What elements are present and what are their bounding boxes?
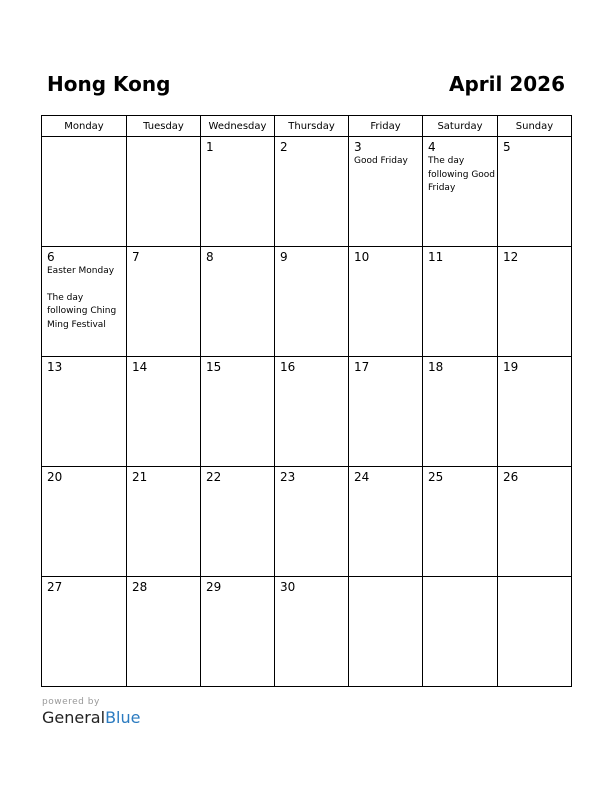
day-number: 9 [280,250,288,264]
day-number: 11 [428,250,444,264]
weekday-header: Monday [42,116,127,137]
empty-day-cell [42,137,127,247]
holiday-label: The day following Good Friday [428,156,496,193]
country-title: Hong Kong [47,72,171,96]
week-row [42,577,572,687]
day-cell [275,467,349,577]
day-number: 30 [280,580,296,594]
day-cell [201,467,275,577]
day-cell [498,247,572,357]
day-cell [127,247,201,357]
day-cell [201,577,275,687]
weekday-header: Sunday [498,116,572,137]
day-cell [498,467,572,577]
holiday-list [354,155,422,169]
day-number: 16 [280,360,296,374]
day-cell [127,357,201,467]
powered-by-text: powered by [42,697,100,707]
holiday-label: Good Friday [354,156,408,166]
day-number: 12 [503,250,519,264]
day-cell [349,247,423,357]
day-number: 8 [206,250,214,264]
day-cell [275,137,349,247]
day-cell [201,137,275,247]
holiday-label: The day following Ching Ming Festival [47,292,117,330]
empty-day-cell [498,577,572,687]
day-cell [423,247,498,357]
footer-branding [42,697,140,729]
day-cell [201,247,275,357]
day-cell [349,467,423,577]
day-cell [42,247,127,357]
day-cell [498,357,572,467]
holiday-list [47,265,126,332]
day-number: 27 [47,580,63,594]
day-cell [423,467,498,577]
week-row [42,247,572,357]
day-cell [423,357,498,467]
holiday-label: Easter Monday [47,266,115,276]
brand-logo [42,707,140,729]
day-number: 22 [206,470,222,484]
day-number: 14 [132,360,148,374]
day-cell [275,357,349,467]
day-number: 2 [280,140,288,154]
weekday-header-row [42,116,572,137]
day-number: 4 [428,140,436,154]
day-cell [349,357,423,467]
day-number: 25 [428,470,444,484]
empty-day-cell [349,577,423,687]
day-number: 3 [354,140,362,154]
day-cell [201,357,275,467]
day-number: 29 [206,580,222,594]
day-cell [275,247,349,357]
month-year-title: April 2026 [449,72,565,96]
weekday-header: Wednesday [201,116,275,137]
day-number: 1 [206,140,214,154]
day-number: 5 [503,140,511,154]
week-row [42,137,572,247]
weekday-header: Thursday [275,116,349,137]
day-number: 20 [47,470,63,484]
day-cell [127,577,201,687]
day-number: 19 [503,360,519,374]
weekday-header: Tuesday [127,116,201,137]
day-cell [42,467,127,577]
day-number: 23 [280,470,296,484]
day-number: 21 [132,470,148,484]
day-cell [498,137,572,247]
day-number: 24 [354,470,370,484]
day-cell [275,577,349,687]
week-row [42,357,572,467]
day-number: 6 [47,250,55,264]
day-cell [423,137,498,247]
day-number: 26 [503,470,519,484]
brand-name-blue: Blue [105,708,141,727]
day-number: 18 [428,360,444,374]
day-cell [127,467,201,577]
day-number: 17 [354,360,370,374]
day-cell [349,137,423,247]
weekday-header: Friday [349,116,423,137]
day-cell [42,577,127,687]
day-number: 15 [206,360,222,374]
empty-day-cell [423,577,498,687]
day-cell [42,357,127,467]
day-number: 13 [47,360,63,374]
day-number: 28 [132,580,148,594]
day-number: 7 [132,250,140,264]
holiday-list [428,155,497,196]
weekday-header: Saturday [423,116,498,137]
calendar-grid [41,115,572,687]
empty-day-cell [127,137,201,247]
week-row [42,467,572,577]
day-number: 10 [354,250,370,264]
brand-name-general: General [42,708,106,727]
